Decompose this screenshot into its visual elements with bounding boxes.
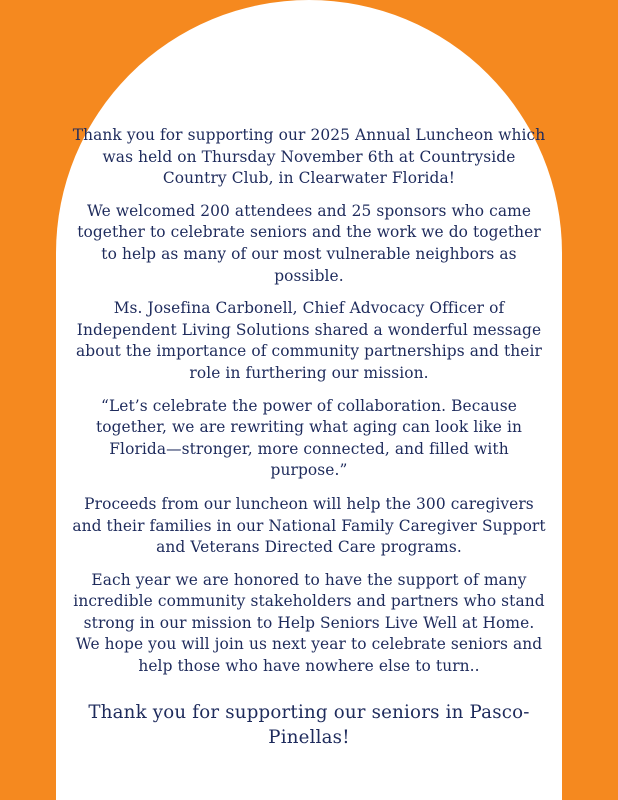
quote-paragraph: “Let’s celebrate the power of collaboration. Because together, we are rewriting what aging can look like in Florida—stronger, more connected, and filled with purpose.” — [95, 396, 523, 480]
closing-message: Thank you for supporting our seniors in Pasco-Pinellas! — [88, 701, 530, 748]
support-paragraph: Each year we are honored to have the support of many incredible community stakeholders and partners who stand strong in our mission to Help Seniors Live Well at Home. We hope you will join us next year to celebrate seniors and help those who have nowhere else to turn.. — [73, 570, 545, 676]
intro-paragraph: Thank you for supporting our 2025 Annual Luncheon which was held on Thursday November 6th at Countryside Country Club, in Clearwater Florida! — [72, 126, 546, 188]
attendees-paragraph: We welcomed 200 attendees and 25 sponsors who came together to celebrate seniors and the work we do together to help as many of our most vulnerable neighbors as possible. — [77, 201, 541, 285]
proceeds-paragraph: Proceeds from our luncheon will help the 300 caregivers and their families in our National Family Caregiver Support and Veterans Directed Care programs. — [72, 494, 546, 557]
speaker-paragraph: Ms. Josefina Carbonell, Chief Advocacy Officer of Independent Living Solutions shared a wonderful message about the importance of community partnerships and their role in furthering our mission. — [76, 299, 542, 382]
letter-content — [70, 125, 548, 750]
